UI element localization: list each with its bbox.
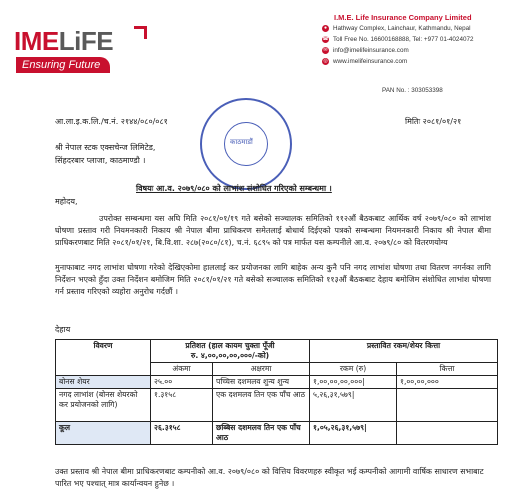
subject-line: विषयः आ.व. २०७९/०८० को लाभांश संशोधित गरिएको सम्बन्धमा ।	[136, 184, 332, 193]
salutation: महोदय,	[55, 197, 78, 206]
dividend-table	[55, 339, 498, 445]
dehaya-label: देहाय	[55, 325, 71, 334]
web-line: ◎ www.imelifeinsurance.com	[323, 58, 408, 66]
subheader-kitta: कित्ता	[397, 363, 498, 376]
address-line: ● Hathway Complex, Lainchaur, Kathmandu, Nepal	[323, 25, 471, 33]
pan-number: PAN No. : 303053398	[382, 87, 443, 94]
company-logo: IMELiFE	[14, 26, 114, 56]
header-amount: प्रस्तावित रकम/शेयर कित्ता	[310, 340, 498, 363]
footer-paragraph: उक्त प्रस्ताव श्री नेपाल बीमा प्राधिकरणबाट कम्पनीको आ.व. २०७९/०८० को वित्तिय विवरणहरु स्वीकृत भई कम्पनीको आगामी वार्षिक साधारण सभाबाट पारित भए पश्चात् मात्र कार्यान्वयन हुनेछ ।	[55, 467, 484, 489]
globe-icon: ◎	[323, 58, 328, 64]
header-percentage: प्रतिशत (हाल कायम चुक्ता पूँजी रु. ४,००,००,००,०००/-को)	[151, 340, 310, 363]
header-description: विवरण	[56, 340, 151, 376]
table-row: नगद लाभांश (बोनस शेयरको कर प्रयोजनको लागि) १.३१५८ एक दशमलव तिन एक पाँच आठ ५,२६,३१,५७९|	[56, 389, 498, 422]
reference-number: आ.ला.इ.क.लि./च.नं. २१४४/०८०/०८१	[55, 117, 168, 126]
subheader-words: अक्षरमा	[213, 363, 310, 376]
subheader-rs: रकम (रु)	[310, 363, 397, 376]
email-icon: ✉	[323, 47, 328, 53]
body-paragraph-1: उपरोक्त सम्बन्धमा यस अघि मिति २०८१/०१/१९ गते बसेको सञ्चालक समितिको ११२औं बैठकबाट आर्थिक वर्ष २०७९/०८० को लाभांश घोषणा प्रस्ताव गरी नियमनकारी निकाय श्री नेपाल बीमा प्राधिकरण समेतलाई बोधार्थ दिईएको पत्रको सम्बन्धमा नियमनकारी निकाय श्री नेपाल बीमा प्राधिकरणबाट मिति २०८१/०१/२१, बि.वि.शा. २८७(२०८०/८१), च.नं. ६८९५ को पत्र मार्फत यस कम्पनीले आ.व. २०७९/८० को वितरणयोग्य	[55, 214, 491, 248]
body-paragraph-2: मुनाफाबाट नगद लाभांश घोषणा गरेको देखिएकोमा हाललाई कर प्रयोजनका लागि बाहेक अन्य कुनै पनि नगद लाभांश घोषणा तथा वितरण नगर्नका लागि निर्देशन भएको हुँदा उक्त निर्देशन बमोजिम मिति २०८१/०१/२१ गते बसेको सञ्चालक समितिको ११३औं बैठकबाट देहाय बमोजिम संशोधित लाभांश घोषणा गर्न प्रस्ताव गरिएको व्यहोरा अनुरोध गर्दछौं ।	[55, 263, 491, 297]
location-icon: ●	[323, 25, 328, 31]
company-name: I.M.E. Life Insurance Company Limited	[334, 13, 472, 22]
phone-icon: ☎	[322, 36, 329, 42]
email-line: ✉ info@imelifeinsurance.com	[323, 47, 409, 55]
subheader-number: अंकमा	[151, 363, 213, 376]
table-row: बोनस शेयर २५.०० पच्चिस दशमलव शुन्य शुन्य १,००,००,००,०००| १,००,००,०००	[56, 376, 498, 389]
tagline: Ensuring Future	[16, 57, 110, 73]
phone-line: ☎ Toll Free No. 16600168888, Tel: +977 01-4024072	[322, 36, 474, 44]
table-row-total: कूल २६.३१५८ छब्बिस दशमलव तिन एक पाँच आठ १,०५,२६,३१,५७९|	[56, 422, 498, 445]
recipient-line2: सिंहदरबार प्लाजा, काठमाण्डौ ।	[55, 156, 146, 165]
logo-corner-mark	[134, 26, 147, 39]
stamp-text: काठमाडौं	[230, 138, 253, 146]
date: मितिः २०८१/०१/२१	[405, 117, 462, 126]
recipient-line1: श्री नेपाल स्टक एक्सचेन्ज लिमिटेड,	[55, 143, 156, 152]
